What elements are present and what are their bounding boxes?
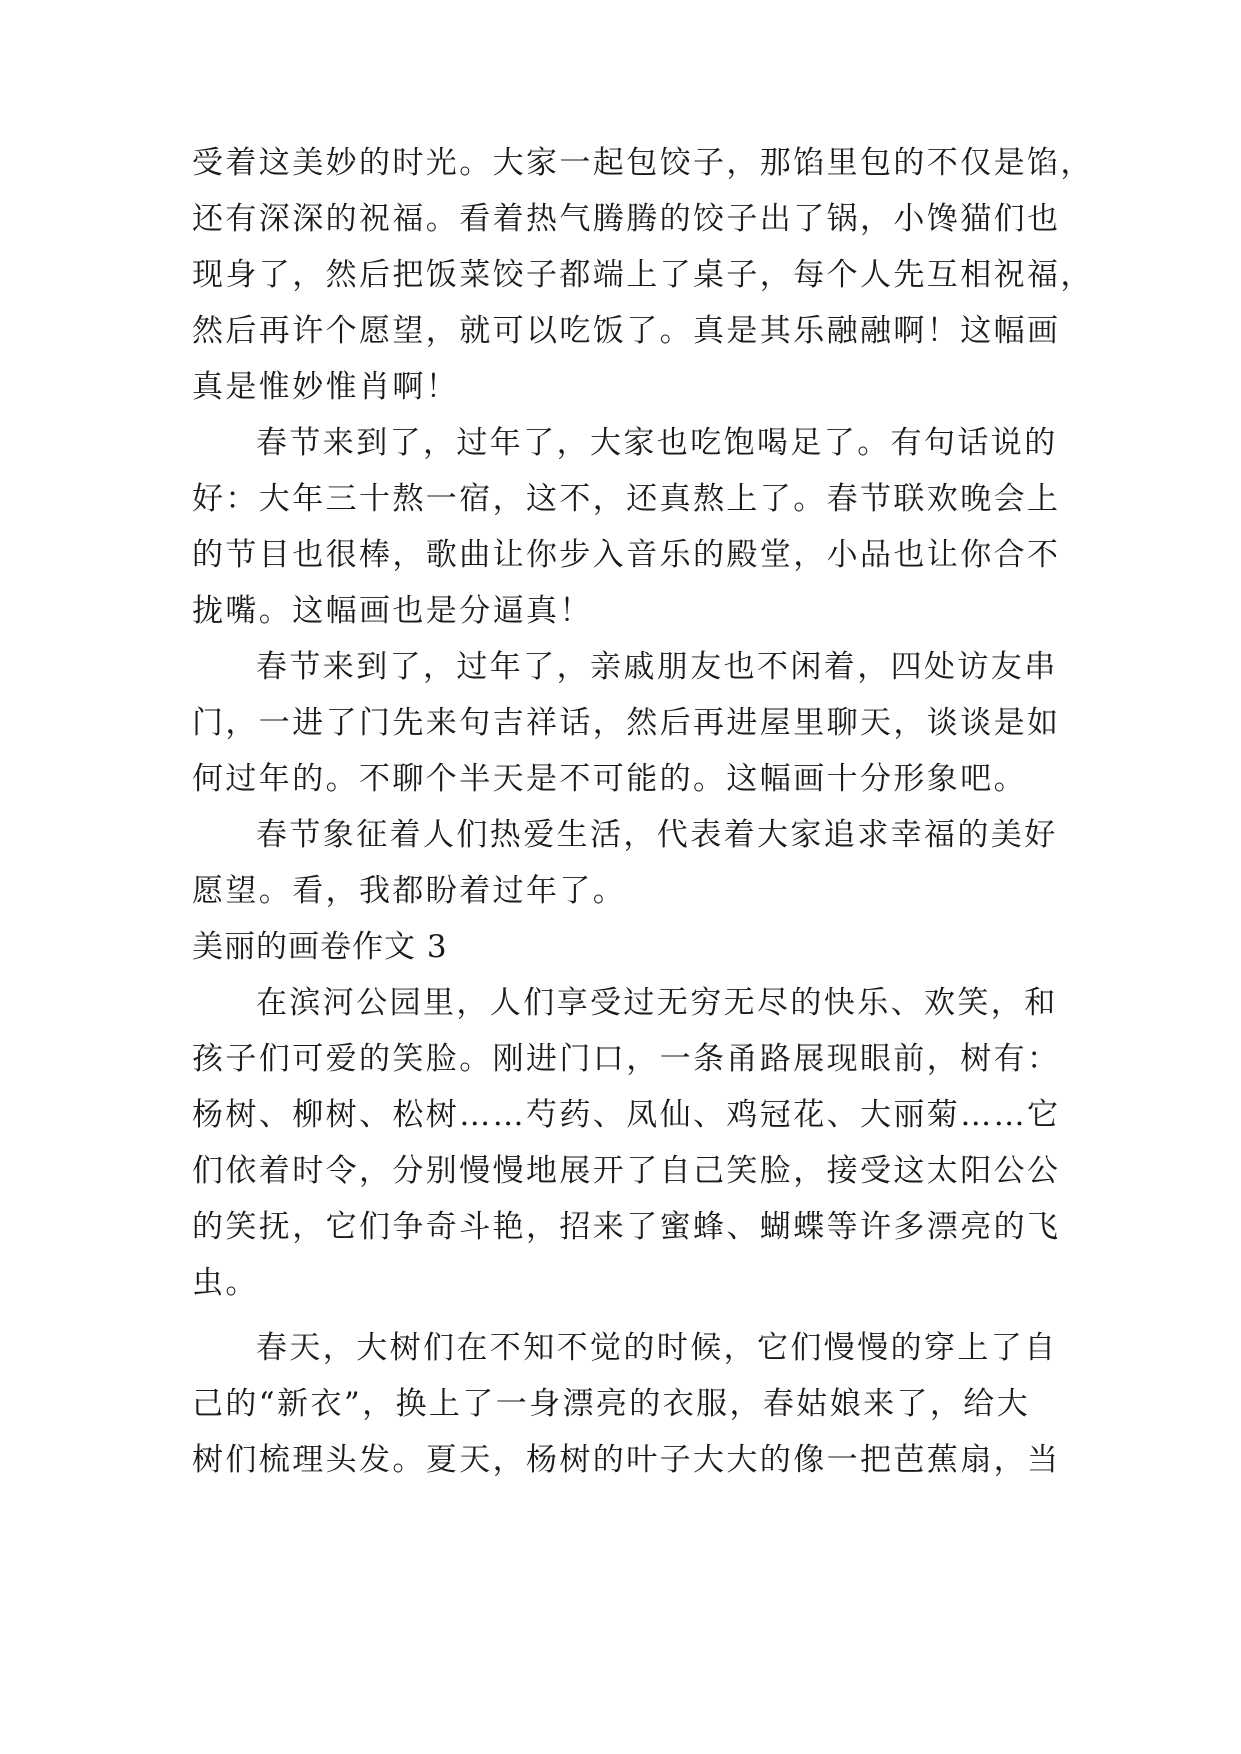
- text-line: 己的“新衣”，换上了一身漂亮的衣服，春姑娘来了，给大: [192, 1386, 1031, 1422]
- text-line: 受着这美妙的时光。大家一起包饺子，那馅里包的不仅是馅，: [192, 145, 1094, 181]
- text-line: 真是惟妙惟肖啊！: [192, 369, 460, 405]
- text-line: 们依着时令，分别慢慢地展开了自己笑脸，接受这太阳公公: [192, 1153, 1061, 1189]
- text-line: 还有深深的祝福。看着热气腾腾的饺子出了锅，小馋猫们也: [192, 201, 1061, 237]
- section-heading: 美丽的画卷作文 3: [192, 929, 448, 965]
- paragraph-first-line: 春节来到了，过年了，亲戚朋友也不闲着，四处访友串: [256, 649, 1058, 685]
- document-body: [192, 135, 1094, 1488]
- text-line: 孩子们可爱的笑脸。刚进门口，一条甬路展现眼前，树有：: [192, 1041, 1061, 1077]
- text-line: 树们梳理头发。夏天，杨树的叶子大大的像一把芭蕉扇，当: [192, 1442, 1061, 1478]
- text-line: 愿望。看，我都盼着过年了。: [192, 873, 627, 909]
- paragraph-first-line: 春天，大树们在不知不觉的时候，它们慢慢的穿上了自: [256, 1330, 1058, 1366]
- text-line: 虫。: [192, 1265, 259, 1301]
- text-line: 何过年的。不聊个半天是不可能的。这幅画十分形象吧。: [192, 761, 1027, 797]
- paragraph-first-line: 春节来到了，过年了，大家也吃饱喝足了。有句话说的: [256, 425, 1058, 461]
- text-line: 然后再许个愿望，就可以吃饭了。真是其乐融融啊！这幅画: [192, 313, 1061, 349]
- paragraph-first-line: 春节象征着人们热爱生活，代表着大家追求幸福的美好: [256, 817, 1058, 853]
- text-line: 的节目也很棒，歌曲让你步入音乐的殿堂，小品也让你合不: [192, 537, 1061, 573]
- paragraph-first-line: 在滨河公园里，人们享受过无穷无尽的快乐、欢笑，和: [256, 985, 1058, 1021]
- text-line: 门，一进了门先来句吉祥话，然后再进屋里聊天，谈谈是如: [192, 705, 1061, 741]
- text-line: 好：大年三十熬一宿，这不，还真熬上了。春节联欢晚会上: [192, 481, 1061, 517]
- text-line: 拢嘴。这幅画也是分逼真！: [192, 593, 593, 629]
- text-line: 杨树、柳树、松树……芍药、凤仙、鸡冠花、大丽菊……它: [192, 1097, 1061, 1133]
- text-line: 现身了，然后把饭菜饺子都端上了桌子，每个人先互相祝福，: [192, 257, 1094, 293]
- text-line: 的笑抚，它们争奇斗艳，招来了蜜蜂、蝴蝶等许多漂亮的飞: [192, 1209, 1061, 1245]
